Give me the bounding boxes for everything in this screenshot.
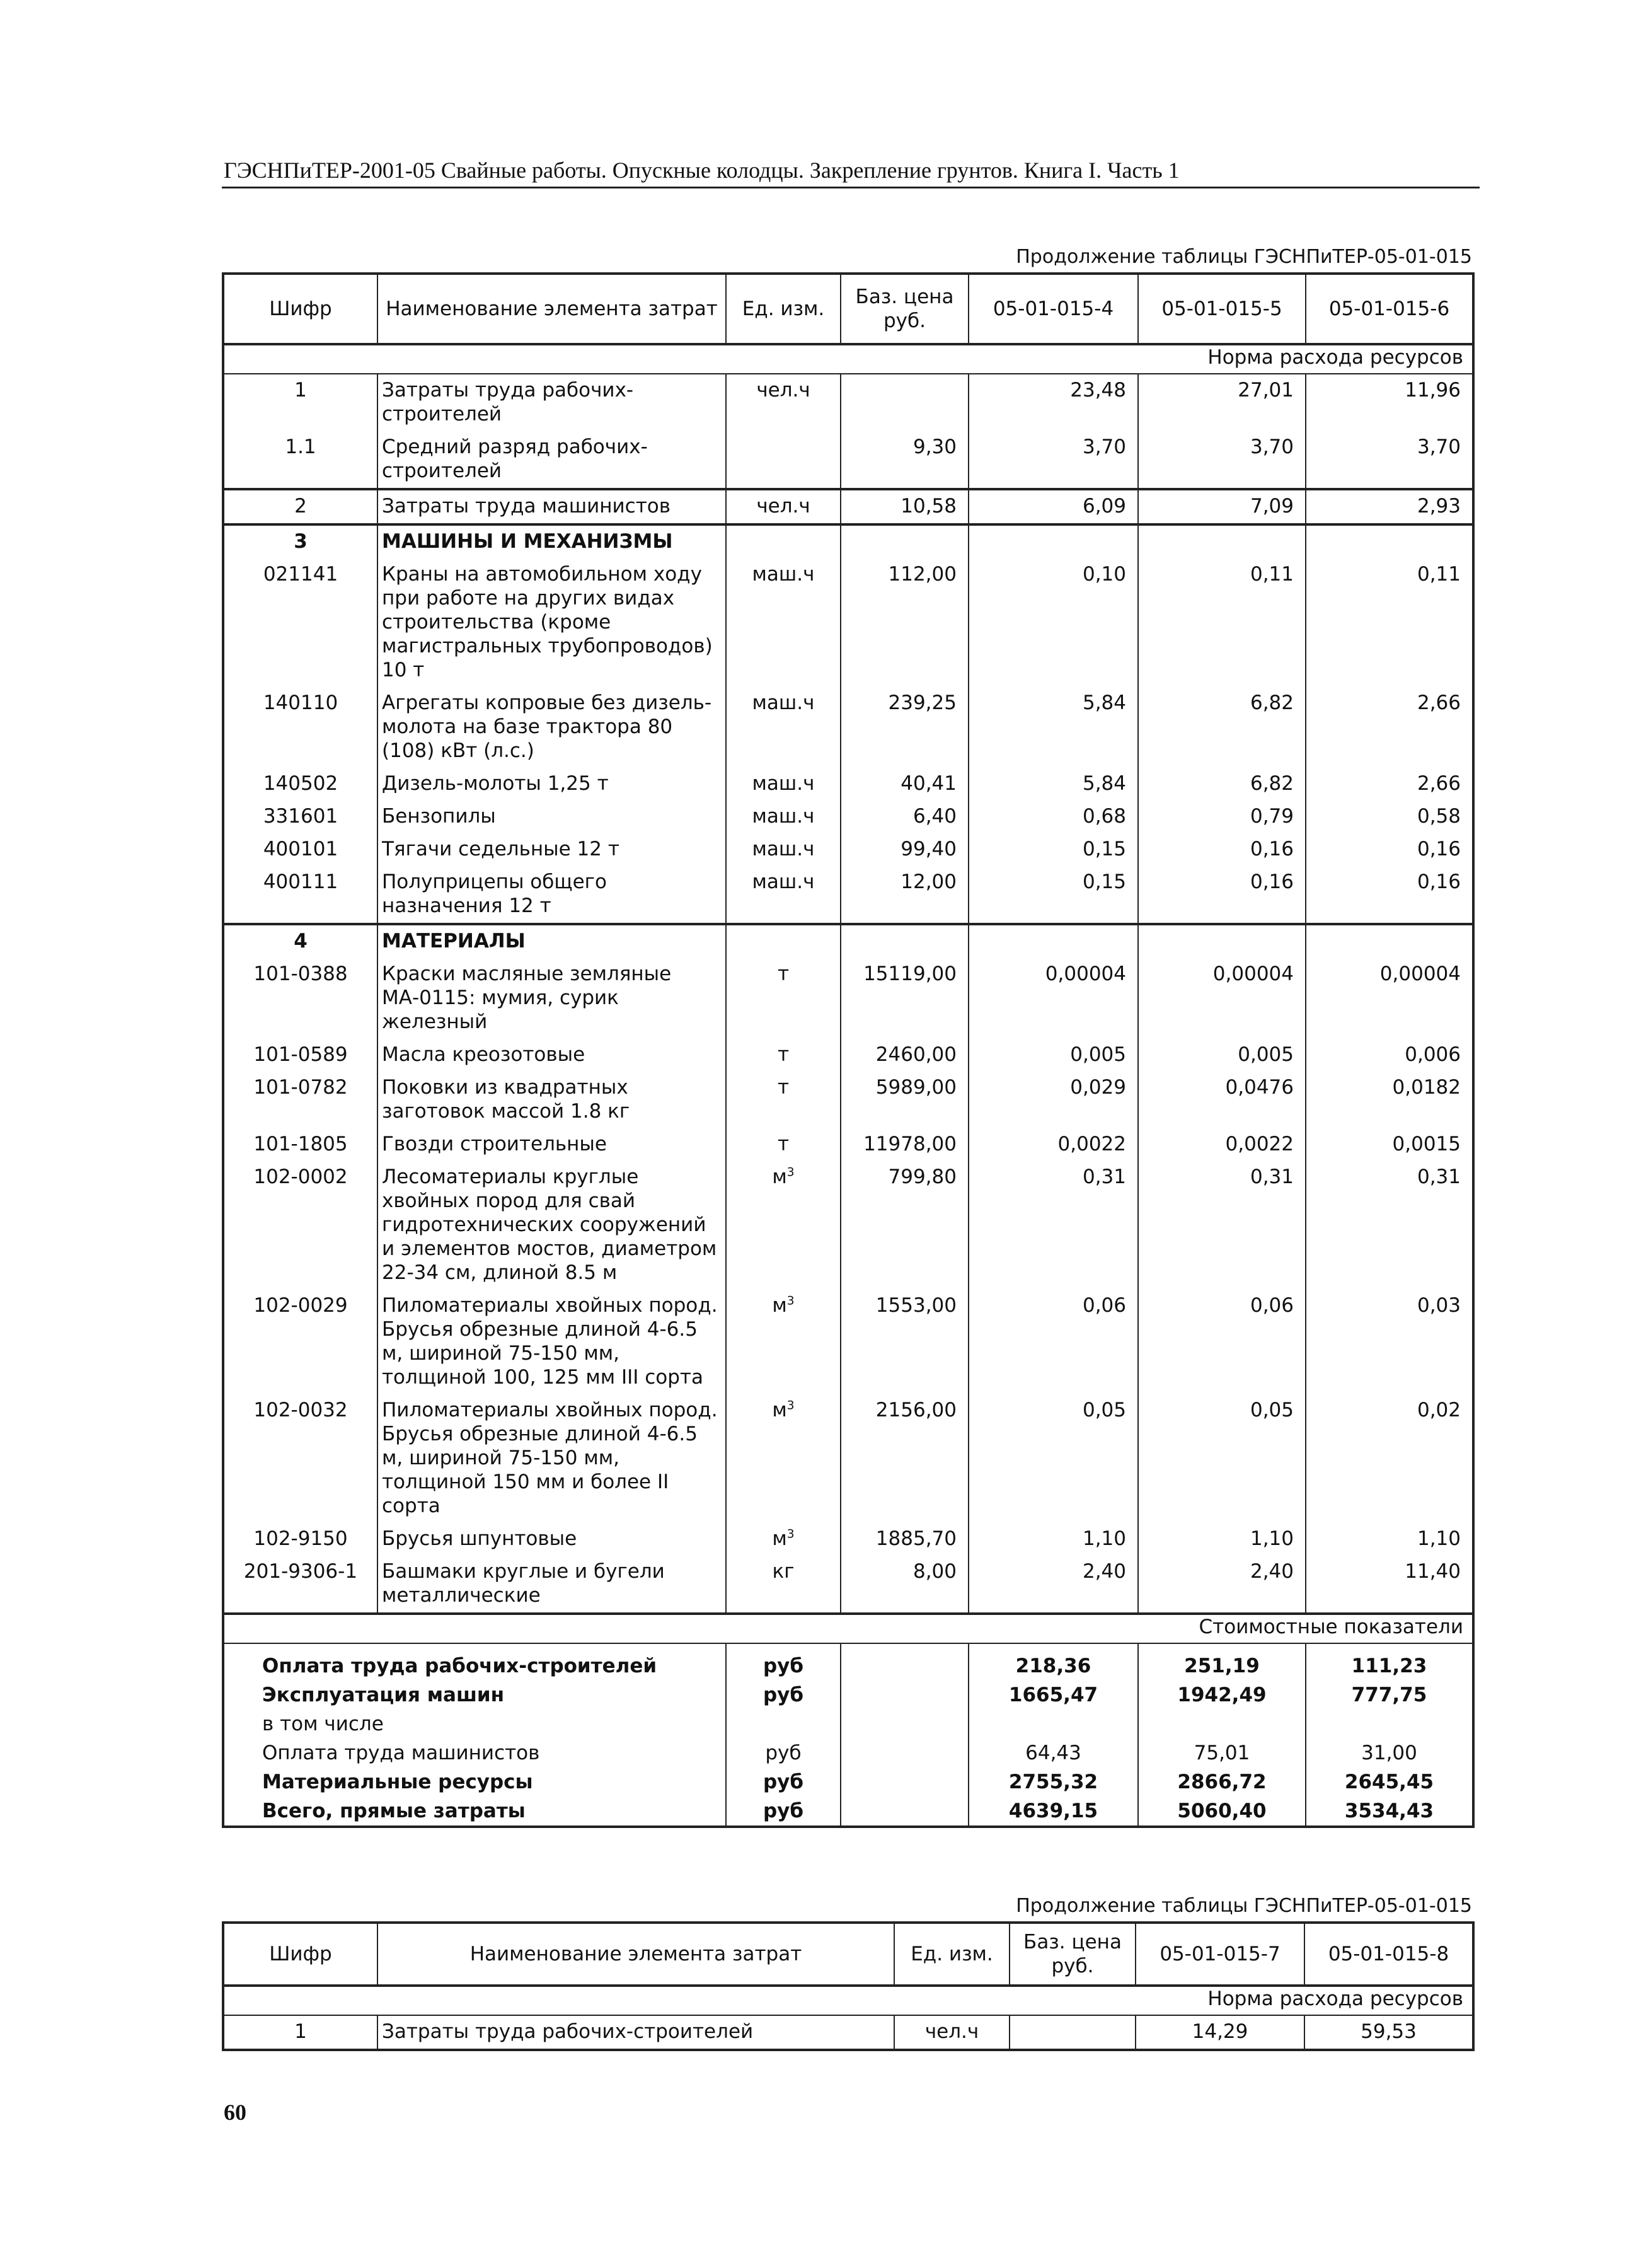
unit-cell bbox=[726, 1161, 841, 1290]
price-cell: 10,58 bbox=[841, 489, 969, 524]
table-row bbox=[223, 801, 1473, 833]
unit-text: м bbox=[772, 1527, 787, 1550]
price-cell: 12,00 bbox=[841, 866, 969, 924]
cost-row bbox=[223, 1739, 1473, 1768]
cost-unit: руб bbox=[726, 1739, 841, 1768]
value-cell: 0,05 bbox=[1138, 1394, 1306, 1523]
unit-cell: т bbox=[726, 1128, 841, 1161]
name-cell: Дизель-молоты 1,25 т bbox=[377, 768, 726, 801]
cost-value: 5060,40 bbox=[1138, 1796, 1306, 1827]
code-cell: 2 bbox=[223, 489, 377, 524]
table2-caption: Продолжение таблицы ГЭСНПиТЕР-05-01-015 bbox=[1016, 1895, 1472, 1917]
value-cell: 0,0022 bbox=[969, 1128, 1138, 1161]
value-cell: 0,11 bbox=[1306, 558, 1473, 687]
unit-exponent: 3 bbox=[786, 1294, 795, 1308]
empty-cell bbox=[841, 1681, 969, 1710]
unit-cell: маш.ч bbox=[726, 801, 841, 833]
unit-exponent: 3 bbox=[786, 1399, 795, 1413]
cost-value: 31,00 bbox=[1306, 1739, 1473, 1768]
table-row bbox=[223, 687, 1473, 768]
unit-cell: т bbox=[726, 958, 841, 1039]
value-cell: 2,40 bbox=[969, 1556, 1138, 1614]
table-row bbox=[223, 1161, 1473, 1290]
empty-cell bbox=[841, 524, 969, 558]
name-cell: Пиломатериалы хвойных пород. Брусья обрезные длиной 4-6.5 м, шириной 75-150 мм, толщиной 150 мм и более II сорта bbox=[377, 1394, 726, 1523]
unit-cell: кг bbox=[726, 1556, 841, 1614]
cost-label-row bbox=[223, 1614, 1473, 1643]
empty-cell bbox=[841, 1710, 969, 1739]
value-cell: 6,82 bbox=[1138, 768, 1306, 801]
empty-cell bbox=[1138, 524, 1306, 558]
value-cell: 0,0015 bbox=[1306, 1128, 1473, 1161]
empty-cell bbox=[1306, 924, 1473, 958]
table-row bbox=[223, 489, 1473, 524]
code-cell: 021141 bbox=[223, 558, 377, 687]
price-cell: 6,40 bbox=[841, 801, 969, 833]
t2-col-v1-header: 05-01-015-7 bbox=[1136, 1923, 1304, 1986]
code-cell: 102-0002 bbox=[223, 1161, 377, 1290]
code-cell: 102-9150 bbox=[223, 1523, 377, 1556]
value-cell: 0,58 bbox=[1306, 801, 1473, 833]
empty-cell bbox=[841, 1739, 969, 1768]
cost-value: 2866,72 bbox=[1138, 1768, 1306, 1796]
name-cell: Затраты труда рабочих-строителей bbox=[377, 374, 726, 431]
unit-text: м bbox=[772, 1294, 787, 1317]
section-title: МАШИНЫ И МЕХАНИЗМЫ bbox=[377, 524, 726, 558]
value-cell: 14,29 bbox=[1136, 2015, 1304, 2050]
t2-col-price-header: Баз. цена руб. bbox=[1010, 1923, 1136, 1986]
value-cell: 0,05 bbox=[969, 1394, 1138, 1523]
col-price-header: Баз. цена руб. bbox=[841, 274, 969, 344]
empty-cell bbox=[841, 924, 969, 958]
section-code: 4 bbox=[223, 924, 377, 958]
name-cell: Средний разряд рабочих-строителей bbox=[377, 431, 726, 489]
norm-label: Норма расхода ресурсов bbox=[223, 344, 1473, 374]
code-cell: 101-1805 bbox=[223, 1128, 377, 1161]
table-row bbox=[223, 1556, 1473, 1614]
value-cell: 3,70 bbox=[1306, 431, 1473, 489]
unit-cell: маш.ч bbox=[726, 866, 841, 924]
cost-name: Материальные ресурсы bbox=[223, 1768, 726, 1796]
cost-value bbox=[1138, 1710, 1306, 1739]
unit-cell: маш.ч bbox=[726, 687, 841, 768]
cost-value: 64,43 bbox=[969, 1739, 1138, 1768]
section-code: 3 bbox=[223, 524, 377, 558]
value-cell: 0,0476 bbox=[1138, 1072, 1306, 1128]
code-cell: 1 bbox=[223, 2015, 377, 2050]
table-row bbox=[223, 768, 1473, 801]
cost-row bbox=[223, 1643, 1473, 1681]
unit-cell: т bbox=[726, 1039, 841, 1072]
code-cell: 201-9306-1 bbox=[223, 1556, 377, 1614]
name-cell: Поковки из квадратных заготовок массой 1.8 кг bbox=[377, 1072, 726, 1128]
section-title: МАТЕРИАЛЫ bbox=[377, 924, 726, 958]
unit-cell: маш.ч bbox=[726, 558, 841, 687]
cost-value: 218,36 bbox=[969, 1643, 1138, 1681]
unit-cell: маш.ч bbox=[726, 833, 841, 866]
cost-value: 111,23 bbox=[1306, 1643, 1473, 1681]
t2-col-v2-header: 05-01-015-8 bbox=[1304, 1923, 1473, 1986]
cost-value: 2755,32 bbox=[969, 1768, 1138, 1796]
code-cell: 140110 bbox=[223, 687, 377, 768]
price-cell: 15119,00 bbox=[841, 958, 969, 1039]
code-cell: 102-0029 bbox=[223, 1290, 377, 1394]
value-cell: 2,66 bbox=[1306, 687, 1473, 768]
value-cell: 0,02 bbox=[1306, 1394, 1473, 1523]
value-cell: 6,09 bbox=[969, 489, 1138, 524]
col-name-header: Наименование элемента затрат bbox=[377, 274, 726, 344]
price-cell: 1553,00 bbox=[841, 1290, 969, 1394]
unit-cell: чел.ч bbox=[894, 2015, 1010, 2050]
value-cell: 23,48 bbox=[969, 374, 1138, 431]
code-cell: 101-0388 bbox=[223, 958, 377, 1039]
cost-name: Всего, прямые затраты bbox=[223, 1796, 726, 1827]
cost-value: 2645,45 bbox=[1306, 1768, 1473, 1796]
value-cell: 0,16 bbox=[1306, 833, 1473, 866]
value-cell: 0,31 bbox=[969, 1161, 1138, 1290]
col-code-header: Шифр bbox=[223, 274, 377, 344]
cost-value: 251,19 bbox=[1138, 1643, 1306, 1681]
price-cell: 2460,00 bbox=[841, 1039, 969, 1072]
table-row bbox=[223, 1072, 1473, 1128]
value-cell: 0,16 bbox=[1138, 833, 1306, 866]
value-cell: 0,16 bbox=[1306, 866, 1473, 924]
value-cell: 0,31 bbox=[1138, 1161, 1306, 1290]
section-header-row bbox=[223, 924, 1473, 958]
price-cell: 1885,70 bbox=[841, 1523, 969, 1556]
price-cell: 5989,00 bbox=[841, 1072, 969, 1128]
cost-row bbox=[223, 1681, 1473, 1710]
unit-exponent: 3 bbox=[786, 1166, 795, 1179]
name-cell: Краски масляные земляные МА-0115: мумия, сурик железный bbox=[377, 958, 726, 1039]
empty-cell bbox=[1138, 924, 1306, 958]
price-cell bbox=[1010, 2015, 1136, 2050]
name-cell: Башмаки круглые и бугели металлические bbox=[377, 1556, 726, 1614]
price-cell: 40,41 bbox=[841, 768, 969, 801]
value-cell: 0,0022 bbox=[1138, 1128, 1306, 1161]
table-row bbox=[223, 1290, 1473, 1394]
value-cell: 7,09 bbox=[1138, 489, 1306, 524]
cost-row bbox=[223, 1796, 1473, 1827]
table-row bbox=[223, 1523, 1473, 1556]
price-cell: 8,00 bbox=[841, 1556, 969, 1614]
value-cell: 5,84 bbox=[969, 768, 1138, 801]
cost-value: 1942,49 bbox=[1138, 1681, 1306, 1710]
empty-cell bbox=[841, 1643, 969, 1681]
cost-name: Эксплуатация машин bbox=[223, 1681, 726, 1710]
table-row bbox=[223, 1128, 1473, 1161]
unit-cell bbox=[726, 1290, 841, 1394]
code-cell: 101-0589 bbox=[223, 1039, 377, 1072]
cost-value: 777,75 bbox=[1306, 1681, 1473, 1710]
cost-name: в том числе bbox=[223, 1710, 726, 1739]
value-cell: 0,005 bbox=[969, 1039, 1138, 1072]
value-cell: 0,16 bbox=[1138, 866, 1306, 924]
value-cell: 0,029 bbox=[969, 1072, 1138, 1128]
cost-value: 1665,47 bbox=[969, 1681, 1138, 1710]
t2-col-code-header: Шифр bbox=[223, 1923, 377, 1986]
price-cell: 9,30 bbox=[841, 431, 969, 489]
name-cell: Бензопилы bbox=[377, 801, 726, 833]
empty-cell bbox=[1306, 524, 1473, 558]
name-cell: Брусья шпунтовые bbox=[377, 1523, 726, 1556]
empty-cell bbox=[841, 1796, 969, 1827]
unit-cell bbox=[726, 431, 841, 489]
price-cell bbox=[841, 374, 969, 431]
name-cell: Тягачи седельные 12 т bbox=[377, 833, 726, 866]
value-cell: 0,06 bbox=[969, 1290, 1138, 1394]
table1-header-row bbox=[223, 274, 1473, 344]
value-cell: 1,10 bbox=[1306, 1523, 1473, 1556]
value-cell: 0,68 bbox=[969, 801, 1138, 833]
value-cell: 27,01 bbox=[1138, 374, 1306, 431]
value-cell: 5,84 bbox=[969, 687, 1138, 768]
unit-cell: чел.ч bbox=[726, 489, 841, 524]
empty-cell bbox=[969, 924, 1138, 958]
col-unit-header: Ед. изм. bbox=[726, 274, 841, 344]
name-cell: Пиломатериалы хвойных пород. Брусья обрезные длиной 4-6.5 м, шириной 75-150 мм, толщиной 100, 125 мм III сорта bbox=[377, 1290, 726, 1394]
t2-norm-label-row bbox=[223, 1986, 1473, 2015]
value-cell: 0,15 bbox=[969, 866, 1138, 924]
value-cell: 0,0182 bbox=[1306, 1072, 1473, 1128]
name-cell: Полуприцепы общего назначения 12 т bbox=[377, 866, 726, 924]
unit-text: м bbox=[772, 1166, 787, 1188]
empty-cell bbox=[726, 524, 841, 558]
price-cell: 112,00 bbox=[841, 558, 969, 687]
value-cell: 0,03 bbox=[1306, 1290, 1473, 1394]
t2-norm-label: Норма расхода ресурсов bbox=[223, 1986, 1473, 2015]
value-cell: 0,15 bbox=[969, 833, 1138, 866]
empty-cell bbox=[969, 524, 1138, 558]
unit-cell bbox=[726, 1523, 841, 1556]
value-cell: 2,40 bbox=[1138, 1556, 1306, 1614]
value-cell: 59,53 bbox=[1304, 2015, 1473, 2050]
col-v1-header: 05-01-015-4 bbox=[969, 274, 1138, 344]
code-cell: 1 bbox=[223, 374, 377, 431]
section-header-row bbox=[223, 524, 1473, 558]
cost-unit bbox=[726, 1710, 841, 1739]
name-cell: Агрегаты копровые без дизель-молота на базе трактора 80 (108) кВт (л.с.) bbox=[377, 687, 726, 768]
cost-value bbox=[1306, 1710, 1473, 1739]
t2-col-name-header: Наименование элемента затрат bbox=[377, 1923, 894, 1986]
name-cell: Затраты труда рабочих-строителей bbox=[377, 2015, 894, 2050]
resource-table-2 bbox=[222, 1921, 1475, 2051]
name-cell: Масла креозотовые bbox=[377, 1039, 726, 1072]
value-cell: 1,10 bbox=[1138, 1523, 1306, 1556]
table-row bbox=[223, 958, 1473, 1039]
cost-row bbox=[223, 1768, 1473, 1796]
unit-text: м bbox=[772, 1399, 787, 1421]
cost-unit: руб bbox=[726, 1643, 841, 1681]
value-cell: 0,00004 bbox=[1306, 958, 1473, 1039]
value-cell: 0,006 bbox=[1306, 1039, 1473, 1072]
table-row bbox=[223, 374, 1473, 431]
code-cell: 140502 bbox=[223, 768, 377, 801]
table-row bbox=[223, 833, 1473, 866]
empty-cell bbox=[726, 924, 841, 958]
norm-label-row bbox=[223, 344, 1473, 374]
value-cell: 0,00004 bbox=[969, 958, 1138, 1039]
col-v3-header: 05-01-015-6 bbox=[1306, 274, 1473, 344]
value-cell: 6,82 bbox=[1138, 687, 1306, 768]
code-cell: 101-0782 bbox=[223, 1072, 377, 1128]
cost-unit: руб bbox=[726, 1681, 841, 1710]
table-row bbox=[223, 1394, 1473, 1523]
value-cell: 3,70 bbox=[1138, 431, 1306, 489]
price-cell: 239,25 bbox=[841, 687, 969, 768]
name-cell: Краны на автомобильном ходу при работе на других видах строительства (кроме магистральных трубопроводов) 10 т bbox=[377, 558, 726, 687]
name-cell: Лесоматериалы круглые хвойных пород для свай гидротехнических сооружений и элементов мостов, диаметром 22-34 см, длиной 8.5 м bbox=[377, 1161, 726, 1290]
cost-unit: руб bbox=[726, 1796, 841, 1827]
value-cell: 2,66 bbox=[1306, 768, 1473, 801]
value-cell: 11,96 bbox=[1306, 374, 1473, 431]
unit-exponent: 3 bbox=[786, 1527, 795, 1541]
value-cell: 2,93 bbox=[1306, 489, 1473, 524]
value-cell: 0,79 bbox=[1138, 801, 1306, 833]
cost-row bbox=[223, 1710, 1473, 1739]
unit-cell bbox=[726, 1394, 841, 1523]
cost-value: 4639,15 bbox=[969, 1796, 1138, 1827]
table2-header-row bbox=[223, 1923, 1473, 1986]
table-row bbox=[223, 431, 1473, 489]
cost-value: 75,01 bbox=[1138, 1739, 1306, 1768]
value-cell: 0,00004 bbox=[1138, 958, 1306, 1039]
unit-cell: чел.ч bbox=[726, 374, 841, 431]
name-cell: Затраты труда машинистов bbox=[377, 489, 726, 524]
value-cell: 1,10 bbox=[969, 1523, 1138, 1556]
resource-table-1 bbox=[222, 272, 1475, 1828]
empty-cell bbox=[841, 1768, 969, 1796]
price-cell: 799,80 bbox=[841, 1161, 969, 1290]
cost-label: Стоимостные показатели bbox=[223, 1614, 1473, 1643]
price-cell: 11978,00 bbox=[841, 1128, 969, 1161]
table-row bbox=[223, 558, 1473, 687]
code-cell: 331601 bbox=[223, 801, 377, 833]
t2-col-unit-header: Ед. изм. bbox=[894, 1923, 1010, 1986]
table1-caption: Продолжение таблицы ГЭСНПиТЕР-05-01-015 bbox=[1016, 246, 1472, 268]
code-cell: 400101 bbox=[223, 833, 377, 866]
unit-cell: т bbox=[726, 1072, 841, 1128]
col-v2-header: 05-01-015-5 bbox=[1138, 274, 1306, 344]
value-cell: 11,40 bbox=[1306, 1556, 1473, 1614]
value-cell: 0,10 bbox=[969, 558, 1138, 687]
price-cell: 2156,00 bbox=[841, 1394, 969, 1523]
header-rule bbox=[222, 187, 1480, 188]
value-cell: 0,06 bbox=[1138, 1290, 1306, 1394]
code-cell: 102-0032 bbox=[223, 1394, 377, 1523]
value-cell: 0,31 bbox=[1306, 1161, 1473, 1290]
name-cell: Гвозди строительные bbox=[377, 1128, 726, 1161]
cost-name: Оплата труда машинистов bbox=[223, 1739, 726, 1768]
running-header: ГЭСНПиТЕР-2001-05 Свайные работы. Опускные колодцы. Закрепление грунтов. Книга I. Часть 1 bbox=[224, 158, 1180, 183]
table-row bbox=[223, 2015, 1473, 2050]
price-cell: 99,40 bbox=[841, 833, 969, 866]
table-row bbox=[223, 866, 1473, 924]
value-cell: 0,005 bbox=[1138, 1039, 1306, 1072]
table-row bbox=[223, 1039, 1473, 1072]
code-cell: 400111 bbox=[223, 866, 377, 924]
page-number: 60 bbox=[224, 2100, 246, 2125]
cost-value: 3534,43 bbox=[1306, 1796, 1473, 1827]
value-cell: 0,11 bbox=[1138, 558, 1306, 687]
cost-name: Оплата труда рабочих-строителей bbox=[223, 1643, 726, 1681]
value-cell: 3,70 bbox=[969, 431, 1138, 489]
code-cell: 1.1 bbox=[223, 431, 377, 489]
cost-unit: руб bbox=[726, 1768, 841, 1796]
unit-cell: маш.ч bbox=[726, 768, 841, 801]
cost-value bbox=[969, 1710, 1138, 1739]
